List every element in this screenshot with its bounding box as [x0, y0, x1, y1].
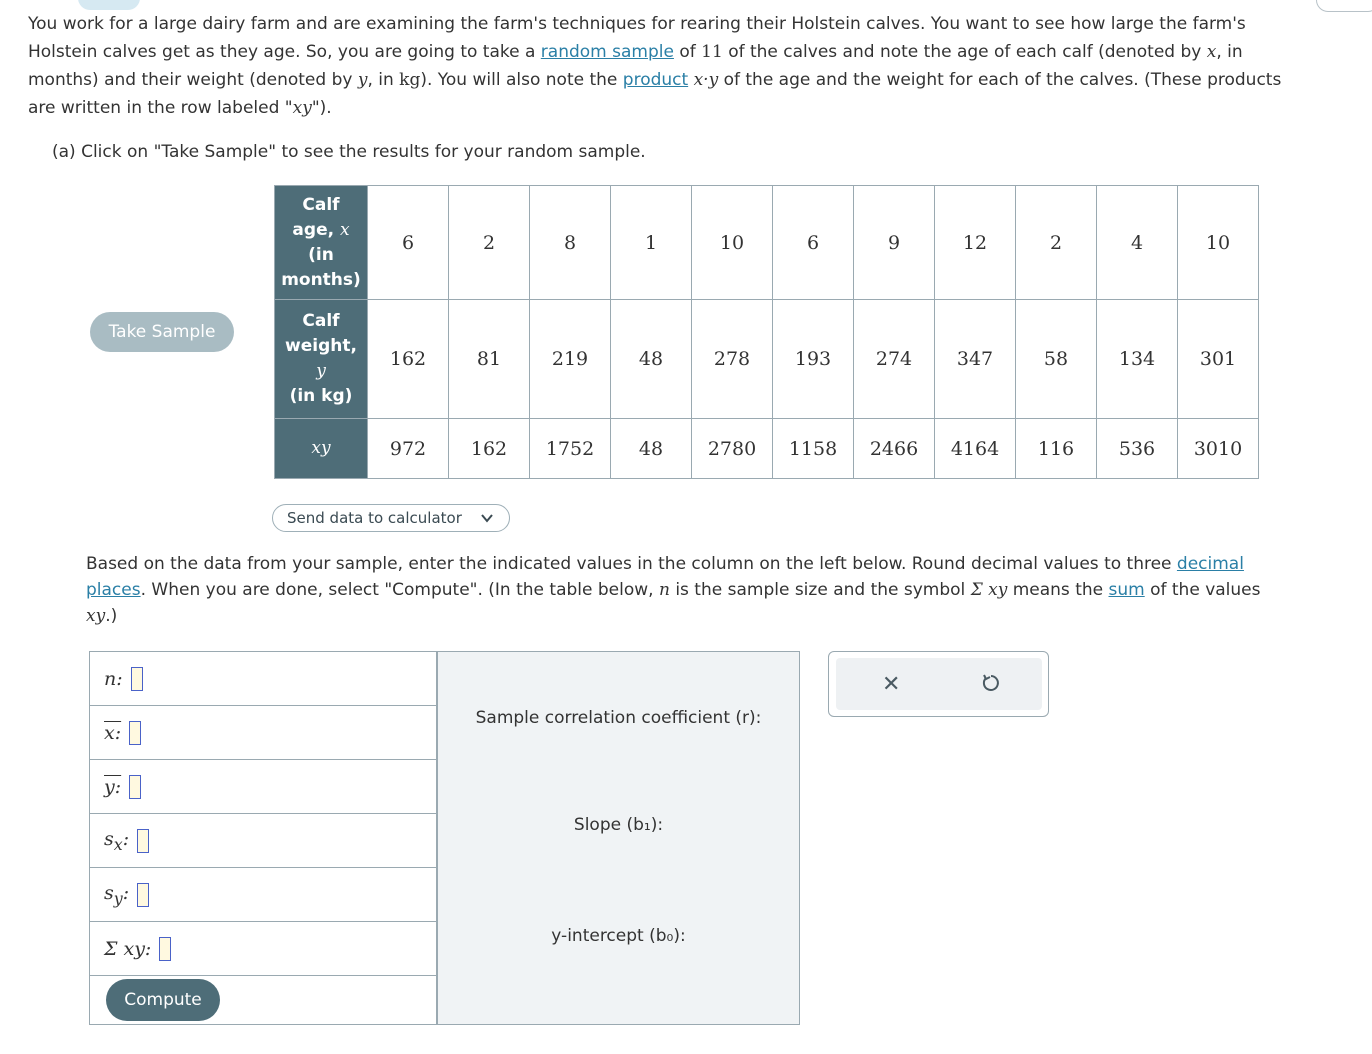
- instruction-text: . When you are done, select "Compute". (In the table below,: [140, 580, 659, 600]
- sum-xy-symbol: Σ xy: [970, 580, 1008, 600]
- weight-row-header: [275, 300, 368, 419]
- weight-cell: 134: [1097, 300, 1178, 419]
- top-tab[interactable]: [78, 0, 140, 10]
- intro-text: ").: [311, 98, 332, 118]
- header-text: age,: [292, 219, 335, 240]
- xy-cell: 116: [1016, 419, 1097, 479]
- n-row: [90, 652, 436, 706]
- intro-text: of: [673, 42, 702, 62]
- weight-cell: 81: [449, 300, 530, 419]
- problem-intro: [28, 10, 1308, 122]
- weight-cell: 347: [935, 300, 1016, 419]
- instruction-text: of the values: [1144, 580, 1261, 600]
- age-cell: 4: [1097, 186, 1178, 300]
- sum-link[interactable]: sum: [1108, 580, 1145, 600]
- results-panel: [437, 651, 800, 1025]
- correlation-label: Sample correlation coefficient (r):: [475, 708, 762, 728]
- weight-cell: 162: [368, 300, 449, 419]
- age-cell: 6: [368, 186, 449, 300]
- take-sample-button[interactable]: Take Sample: [90, 312, 234, 352]
- sx-label: $s_x$:: [104, 827, 130, 854]
- xy-row-header: [275, 419, 368, 479]
- sum-xy-input[interactable]: [159, 937, 171, 961]
- part-a-prompt: (a) Click on "Take Sample" to see the results for your random sample.: [52, 142, 646, 162]
- intro-text: , in months) and their weight (denoted by: [28, 42, 1243, 90]
- intro-text: of the calves and note the age of each calf (denoted by: [722, 42, 1207, 62]
- input-panel: [89, 651, 437, 1025]
- intercept-label: y-intercept (b₀):: [551, 926, 686, 946]
- answer-toolbar: [828, 651, 1049, 717]
- s-symbol: s: [104, 827, 114, 850]
- age-cell: 2: [1016, 186, 1097, 300]
- xy-cell: 162: [449, 419, 530, 479]
- language-button[interactable]: [1316, 0, 1372, 12]
- xy-cell: 1752: [530, 419, 611, 479]
- header-text: Calf: [302, 194, 340, 215]
- unit-kg: kg: [399, 70, 421, 90]
- instruction-text: Based on the data from your sample, enter the indicated values in the column on the left below. Round decimal values to three: [86, 554, 1177, 574]
- weight-cell: 58: [1016, 300, 1097, 419]
- ybar-input[interactable]: [129, 775, 141, 799]
- decimal-places-link[interactable]: decimal places: [86, 554, 1244, 600]
- weight-cell: 219: [530, 300, 611, 419]
- weight-row: [275, 300, 1259, 419]
- n-label: n:: [104, 667, 123, 690]
- instruction-text: is the sample size and the symbol: [669, 580, 971, 600]
- instruction-text: .): [105, 606, 118, 626]
- header-text: (in kg): [289, 386, 353, 406]
- xy-cell: 972: [368, 419, 449, 479]
- xy-cell: 48: [611, 419, 692, 479]
- header-text: (in: [308, 244, 334, 265]
- xbar-row: [90, 706, 436, 760]
- xy-cell: 2780: [692, 419, 773, 479]
- ybar-row: [90, 760, 436, 814]
- xy-cell: 2466: [854, 419, 935, 479]
- xy-cell: 3010: [1178, 419, 1259, 479]
- xy-cell: 4164: [935, 419, 1016, 479]
- subscript-y: y: [113, 888, 123, 908]
- instructions: [86, 551, 1276, 629]
- xy-cell: 1158: [773, 419, 854, 479]
- age-cell: 8: [530, 186, 611, 300]
- age-cell: 1: [611, 186, 692, 300]
- instruction-text: means the: [1007, 580, 1109, 600]
- var-n: n: [658, 580, 670, 600]
- age-cell: 6: [773, 186, 854, 300]
- xy-row: [275, 419, 1259, 479]
- var-x: x: [1206, 42, 1217, 62]
- xy-cell: 536: [1097, 419, 1178, 479]
- send-to-calculator-button[interactable]: [272, 504, 510, 532]
- s-symbol: s: [104, 881, 114, 904]
- compute-button[interactable]: Compute: [106, 979, 220, 1021]
- age-cell: 10: [692, 186, 773, 300]
- n-input[interactable]: [131, 667, 143, 691]
- var-y: y: [357, 70, 368, 90]
- intro-text: , in: [367, 70, 400, 90]
- toolbar-inner: [836, 658, 1042, 710]
- weight-cell: 48: [611, 300, 692, 419]
- xy-label: xy: [311, 438, 331, 458]
- age-cell: 2: [449, 186, 530, 300]
- header-text: weight,: [285, 336, 357, 356]
- age-row: [275, 186, 1259, 300]
- intro-text: of the age and the weight for each of the calves. (These products are written in the row labeled ": [28, 70, 1282, 118]
- product-link[interactable]: product: [622, 70, 689, 90]
- product-expression: x·y: [693, 70, 719, 90]
- sx-input[interactable]: [137, 829, 149, 853]
- age-row-header: [275, 186, 368, 300]
- weight-cell: 274: [854, 300, 935, 419]
- intro-text: You work for a large dairy farm and are examining the farm's techniques for rearing their Holstein calves. You want to see how large the farm's Holstein calves get as they age. So, you are going to take a: [28, 14, 1246, 62]
- subscript-x: x: [113, 834, 123, 854]
- age-cell: 9: [854, 186, 935, 300]
- weight-cell: 193: [773, 300, 854, 419]
- xbar-label: x:: [104, 721, 122, 744]
- sum-xy-label: Σ xy:: [104, 937, 152, 960]
- xy-label: xy: [292, 98, 312, 118]
- sample-size-value: 11: [701, 42, 723, 62]
- header-text: [275, 218, 367, 243]
- sample-table: [274, 185, 1259, 479]
- weight-cell: 278: [692, 300, 773, 419]
- send-label: Send data to calculator: [287, 509, 462, 527]
- xy-symbol: xy: [86, 606, 106, 626]
- weight-cell: 301: [1178, 300, 1259, 419]
- sy-label: $s_y$:: [104, 881, 130, 908]
- header-text: Calf: [302, 311, 340, 331]
- undo-icon[interactable]: [980, 672, 1002, 694]
- sy-row: [90, 868, 436, 922]
- age-cell: 10: [1178, 186, 1259, 300]
- sy-input[interactable]: [137, 883, 149, 907]
- var-y: y: [316, 361, 326, 381]
- random-sample-link[interactable]: random sample: [540, 42, 674, 62]
- sx-row: [90, 814, 436, 868]
- ybar-label: y:: [104, 775, 122, 798]
- age-cell: 12: [935, 186, 1016, 300]
- var-x: x: [339, 219, 350, 240]
- clear-icon[interactable]: ✕: [882, 672, 901, 697]
- header-text: months): [281, 269, 361, 290]
- xbar-input[interactable]: [129, 721, 141, 745]
- sum-xy-row: [90, 922, 436, 976]
- chevron-down-icon: [479, 510, 495, 526]
- slope-label: Slope (b₁):: [573, 815, 664, 835]
- intro-text: ). You will also note the: [420, 70, 623, 90]
